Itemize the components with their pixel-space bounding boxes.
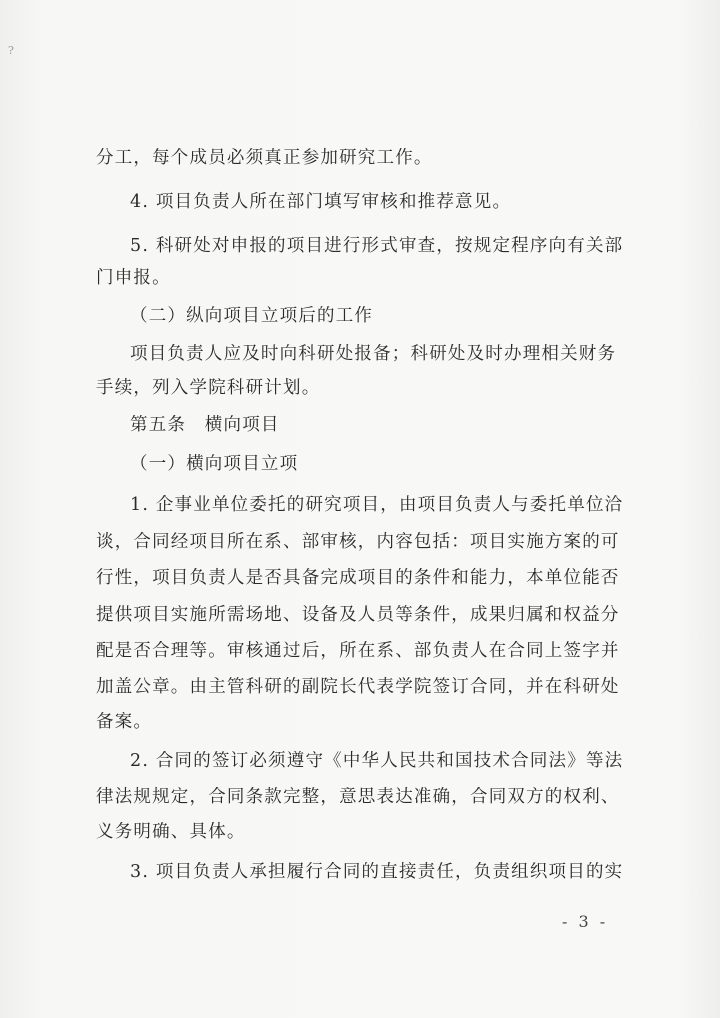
text-line: 提供项目实施所需场地、设备及人员等条件，成果归属和权益分 [96, 605, 620, 625]
page-number: - 3 - [562, 912, 609, 931]
text-line: 备案。 [96, 712, 153, 732]
text-line: 项目负责人应及时向科研处报备；科研处及时办理相关财务 [130, 344, 617, 364]
text-line: 1. 企事业单位委托的研究项目，由项目负责人与委托单位洽 [130, 495, 624, 515]
section-heading: （二）纵向项目立项后的工作 [130, 306, 374, 326]
text-line: 义务明确、具体。 [96, 822, 246, 842]
section-heading: （一）横向项目立项 [130, 454, 299, 474]
text-line: 门申报。 [96, 268, 171, 288]
text-line: 4. 项目负责人所在部门填写审核和推荐意见。 [130, 192, 512, 212]
text-line: 律法规规定，合同条款完整，意思表达准确，合同双方的权利、 [96, 787, 620, 807]
text-line: 3. 项目负责人承担履行合同的直接责任，负责组织项目的实 [130, 862, 624, 882]
article-heading: 第五条 横向项目 [130, 415, 280, 435]
text-line: 配是否合理等。审核通过后，所在系、部负责人在合同上签字并 [96, 641, 620, 661]
text-line: 2. 合同的签订必须遵守《中华人民共和国技术合同法》等法 [130, 751, 624, 771]
text-line: 5. 科研处对申报的项目进行形式审查，按规定程序向有关部 [130, 236, 624, 256]
text-line: 行性，项目负责人是否具备完成项目的条件和能力，本单位能否 [96, 568, 620, 588]
text-line: 手续，列入学院科研计划。 [96, 378, 321, 398]
scan-mark: ? [8, 44, 14, 57]
text-line: 分工，每个成员必须真正参加研究工作。 [96, 148, 433, 168]
text-line: 谈，合同经项目所在系、部审核，内容包括：项目实施方案的可 [96, 532, 620, 552]
text-line: 加盖公章。由主管科研的副院长代表学院签订合同，并在科研处 [96, 677, 620, 697]
